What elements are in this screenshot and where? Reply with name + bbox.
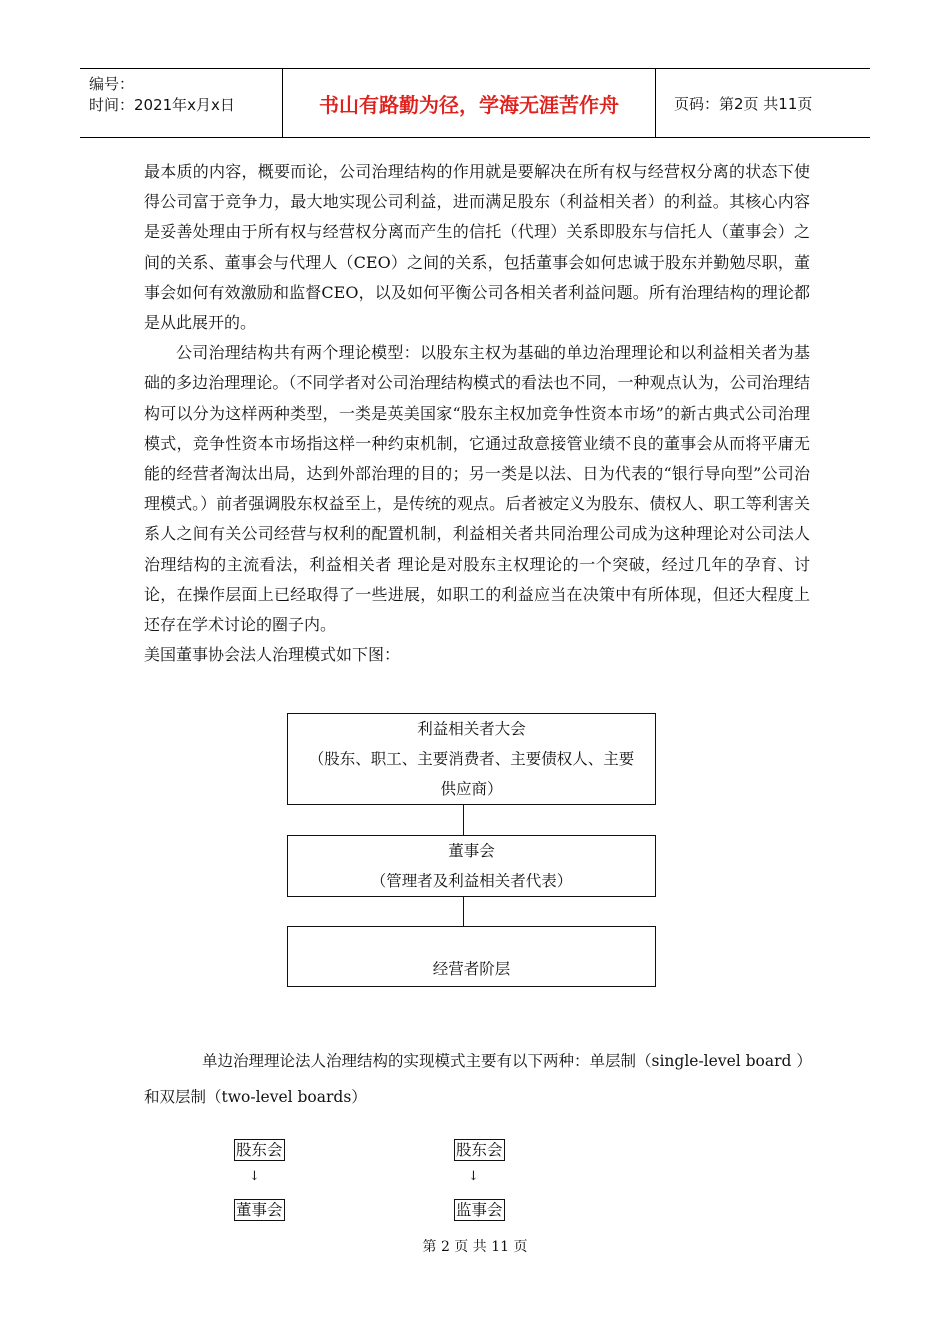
down-arrow-icon: ↓ [468, 1169, 479, 1184]
board-title: 董事会 [448, 842, 495, 860]
management-box [287, 926, 656, 987]
right-shareholders-box: 股东会 [456, 1141, 503, 1159]
left-shareholders-box: 股东会 [236, 1141, 283, 1159]
board-box [287, 835, 656, 897]
connector-line [463, 804, 464, 835]
paragraph-1: 最本质的内容，概要而论，公司治理结构的作用就是要解决在所有权与经营权分离的状态下使得公司富于竞争力，最大地实现公司利益，进而满足股东（利益相关者）的利益。其核心内容是妥善处理由于所有权与经营权分离而产生的信托（代理）关系即股东与信托人（董事会）之间的关系、董事会与代理人（CEO）之间的关系，包括董事会如何忠诚于股东并勤勉尽职，董事会如何有效激励和监督CEO，以及如何平衡公司各相关者利益问题。所有治理结构的理论都是从此展开的。 [144, 162, 810, 333]
paragraph-2: 公司治理结构共有两个理论模型：以股东主权为基础的单边治理理论和以利益相关者为基础的多边治理理论。（不同学者对公司治理结构模式的看法也不同，一种观点认为，公司治理结构可以分为这样两种类型，一类是英美国家“股东主权加竞争性资本市场”的新古典式公司治理模式，竞争性资本市场指这样一种约束机制，它通过敌意接管业绩不良的董事会从而将平庸无能的经营者淘汰出局，达到外部治理的目的；另一类是以法、日为代表的“银行导向型”公司治理模式。）前者强调股东权益至上，是传统的观点。后者被定义为股东、债权人、职工等利害关系人之间有关公司经营与权利的配置机制，利益相关者共同治理公司成为这种理论对公司法人治理结构的主流看法，利益相关者 理论是对股东主权理论的一个突破，经过几年的孕育、讨论，在操作层面上已经取得了一些进展，如职工的利益应当在决策中有所体现，但还大程度上还存在学术讨论的圈子内。 [144, 343, 810, 635]
stakeholder-assembly-subtitle: （股东、职工、主要消费者、主要债权人、主要供应商） [308, 750, 635, 798]
connector-line [463, 896, 464, 926]
page-footer: 第 2 页 共 11 页 [422, 1239, 528, 1255]
board-subtitle: （管理者及利益相关者代表） [370, 872, 573, 890]
management-title: 经营者阶层 [432, 960, 511, 978]
header-meta-cell [80, 69, 283, 137]
right-supervisory-box: 监事会 [456, 1201, 503, 1219]
section2-text: 单边治理理论法人治理结构的实现模式主要有以下两种：单层制（single-level board ）和双层制（two-level boards） [144, 1052, 805, 1106]
page-info-text: 页码：第2页 共11页 [674, 94, 813, 113]
motto: 书山有路勤为径，学海无涯苦作舟 [283, 69, 656, 137]
stakeholder-assembly-title: 利益相关者大会 [417, 720, 526, 738]
page-header [80, 68, 870, 138]
serial-label: 编号： [89, 75, 135, 93]
stakeholder-assembly-box [287, 713, 656, 805]
page-info [664, 69, 870, 137]
paragraph-3: 美国董事协会法人治理模式如下图： [144, 645, 401, 665]
section2-paragraph [144, 1043, 810, 1115]
left-board-box: 董事会 [236, 1201, 283, 1219]
time-label: 时间：2021年x月x日 [89, 96, 235, 114]
down-arrow-icon: ↓ [249, 1169, 260, 1184]
body-text [144, 157, 810, 670]
